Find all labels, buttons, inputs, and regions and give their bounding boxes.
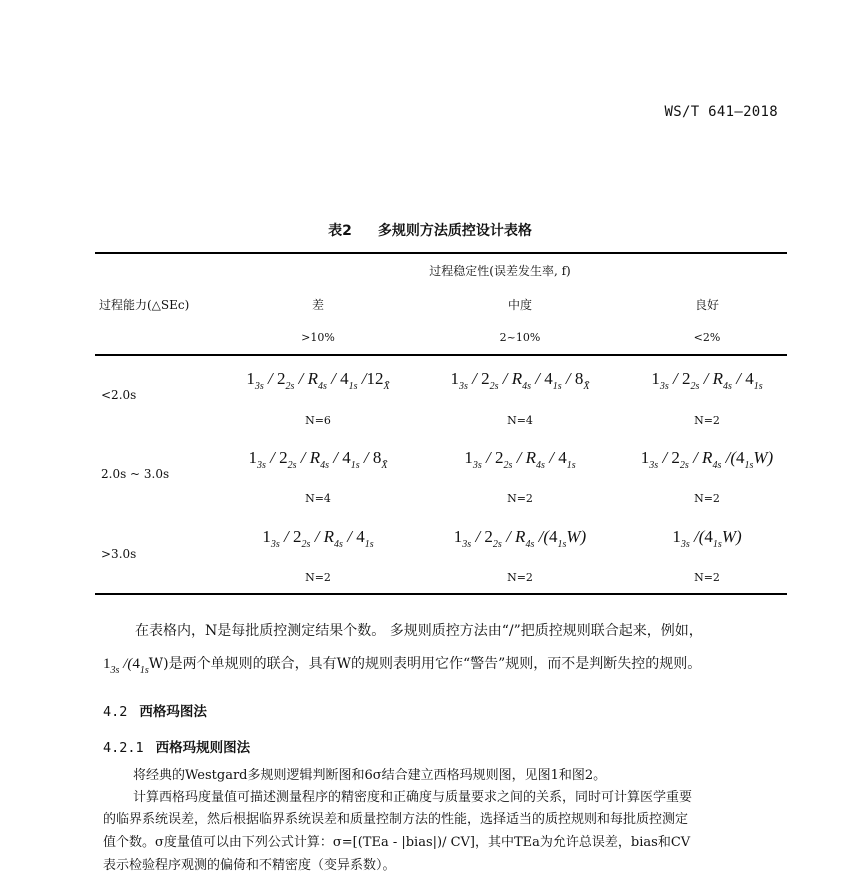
row-label: 2.0s ~ 3.0s	[101, 467, 170, 481]
n-value: N=2	[507, 571, 533, 584]
qc-rule-formula: $1_{3s} / 2_{2s} / R_{4s} / 4_{1s}$ $/12_{X̄}$	[246, 369, 390, 392]
table-note-line1: 在表格内，N是每批质控测定结果个数。 多规则质控方法由“/”把质控规则联合起来，例如，	[135, 623, 703, 639]
paragraph-2-line-4: 表示检验程序观测的偏倚和不精密度（变异系数）。	[103, 858, 396, 873]
n-value: N=2	[694, 571, 720, 584]
column-name: 中度	[507, 298, 532, 312]
section-heading-4-2	[103, 700, 207, 720]
n-value: N=4	[507, 414, 533, 427]
qc-rule-formula: $1_{3s} / 2_{2s} / R_{4s} / 4_{1s}$	[464, 448, 576, 471]
paragraph-2-line-1: 计算西格玛度量值可描述测量程序的精密度和正确度与质量要求之间的关系，同时可计算医学重要	[133, 790, 693, 805]
column-name: 差	[311, 298, 324, 312]
table-top-rule	[95, 252, 787, 254]
section-title: 西格玛图法	[139, 704, 207, 720]
section-number: 4.2	[103, 704, 128, 720]
column-rate: <2%	[693, 331, 721, 344]
paragraph-2-line-3: 值个数。σ度量值可以由下列公式计算：σ=[(TEa - |bias|)/ CV]，其中TEa为允许总误差，bias和CV	[103, 835, 691, 850]
table-header-rule	[95, 354, 787, 356]
row-header-label: 过程能力(△SEc)	[99, 298, 190, 312]
row-label: >3.0s	[101, 547, 137, 561]
table-caption	[0, 220, 860, 240]
n-value: N=2	[694, 414, 720, 427]
n-value: N=2	[694, 492, 720, 505]
n-value: N=4	[305, 492, 331, 505]
section-number: 4.2.1	[103, 740, 144, 756]
qc-rule-formula: $1_{3s} / 2_{2s} / R_{4s}$ $/(4_{1s}W)$	[453, 527, 587, 550]
column-rate: >10%	[301, 331, 335, 344]
qc-rule-formula: $1_{3s} / 2_{2s} / R_{4s} / 4_{1s} / 8_{X̄}$	[248, 448, 388, 471]
qc-rule-formula: $1_{3s} / 2_{2s} / R_{4s} / 4_{1s}$	[651, 369, 763, 392]
paragraph-1: 将经典的Westgard多规则逻辑判断图和6σ结合建立西格玛规则图，见图1和图2。	[133, 768, 607, 783]
table-number: 表2	[328, 223, 352, 239]
qc-rule-formula: $1_{3s} / 2_{2s} / R_{4s}$ $/(4_{1s}W)$	[640, 448, 774, 471]
column-rate: 2~10%	[499, 331, 541, 344]
table-note-line2: $1_{3s}$ $/(4_{1s}W)$是两个单规则的联合，具有W的规则表明用它作“警告”规则，而不是判断失控的规则。	[103, 656, 702, 676]
table-bottom-rule	[95, 593, 787, 595]
n-value: N=6	[305, 414, 331, 427]
section-heading-4-2-1	[103, 736, 250, 756]
standard-code: WS/T 641—2018	[664, 104, 778, 120]
example-rule-formula: $1_{3s}$ $/(4_{1s}$	[103, 656, 149, 676]
n-value: N=2	[305, 571, 331, 584]
table-note-line2-text: 是两个单规则的联合，具有W的规则表明用它作“警告”规则，而不是判断失控的规则。	[168, 656, 702, 672]
qc-rule-formula: $1_{3s} / 2_{2s} / R_{4s} / 4_{1s}$	[262, 527, 374, 550]
group-header: 过程稳定性(误差发生率, f)	[429, 264, 571, 278]
n-value: N=2	[507, 492, 533, 505]
section-title: 西格玛规则图法	[155, 740, 251, 756]
qc-rule-formula: $1_{3s}$ $/(4_{1s}W)$	[672, 527, 742, 550]
table-title: 多规则方法质控设计表格	[377, 223, 532, 239]
qc-rule-formula: $1_{3s} / 2_{2s} / R_{4s} / 4_{1s} / 8_{X̄}$	[450, 369, 590, 392]
paragraph-2-line-2: 的临界系统误差，然后根据临界系统误差和质量控制方法的性能，选择适当的质控规则和每批质控测定	[103, 812, 689, 827]
row-label: <2.0s	[101, 388, 137, 402]
column-name: 良好	[694, 298, 719, 312]
